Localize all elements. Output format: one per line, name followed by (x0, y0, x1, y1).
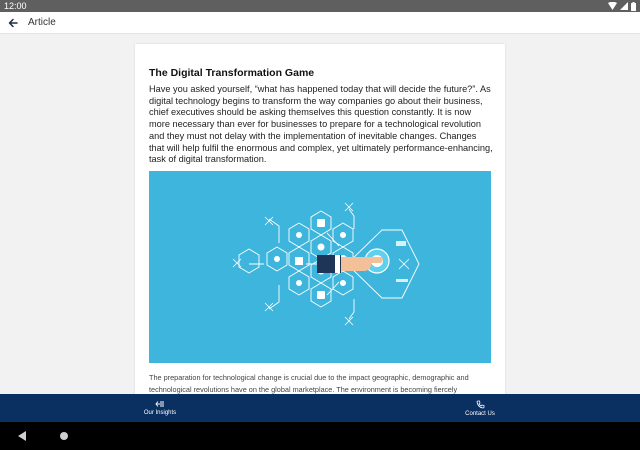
signal-icon (620, 2, 628, 10)
circle-home-icon[interactable] (60, 432, 68, 440)
nav-item-our-insights[interactable] (130, 394, 190, 422)
article-body: The preparation for technological change is crucial due to the impact geographic, demographic and technological revolutions have on the global marketplace. The environment is becoming fiercely (149, 373, 469, 394)
battery-icon (631, 2, 636, 11)
phone-icon (476, 400, 485, 409)
app-bar (0, 12, 640, 34)
insights-icon (155, 400, 165, 408)
hero-image (149, 171, 491, 363)
back-button[interactable] (4, 14, 22, 32)
nav-label-contact-us: Contact Us (465, 410, 495, 417)
wifi-icon (608, 2, 617, 10)
article-scroll-area[interactable] (0, 34, 640, 394)
nav-item-contact-us[interactable] (450, 394, 510, 422)
article-lead: Have you asked yourself, “what has happened today that will decide the future?”. As digital technology begins to transform the way companies go about their business, chief executives should be asking themselves this question constantly. It is now more necessary than ever for businesses to prepare for a technological revolution and they must not delay with the implementation of inevitable changes. Changes that will help fulfil the enormous and complex, yet ultimately performance-enhancing, task of digital transformation. (149, 84, 493, 165)
arrow-left-icon (8, 18, 18, 28)
nav-label-our-insights: Our Insights (143, 410, 177, 416)
system-nav-bar (0, 422, 640, 450)
status-icons (608, 0, 636, 12)
digital-transformation-illustration (149, 171, 491, 363)
triangle-back-icon[interactable] (17, 430, 27, 442)
article-card (135, 44, 505, 394)
bottom-nav (0, 394, 640, 422)
article-title: The Digital Transformation Game (149, 67, 315, 79)
page-title: Article (28, 17, 56, 28)
status-time: 12:00 (4, 1, 27, 11)
status-bar (0, 0, 640, 12)
